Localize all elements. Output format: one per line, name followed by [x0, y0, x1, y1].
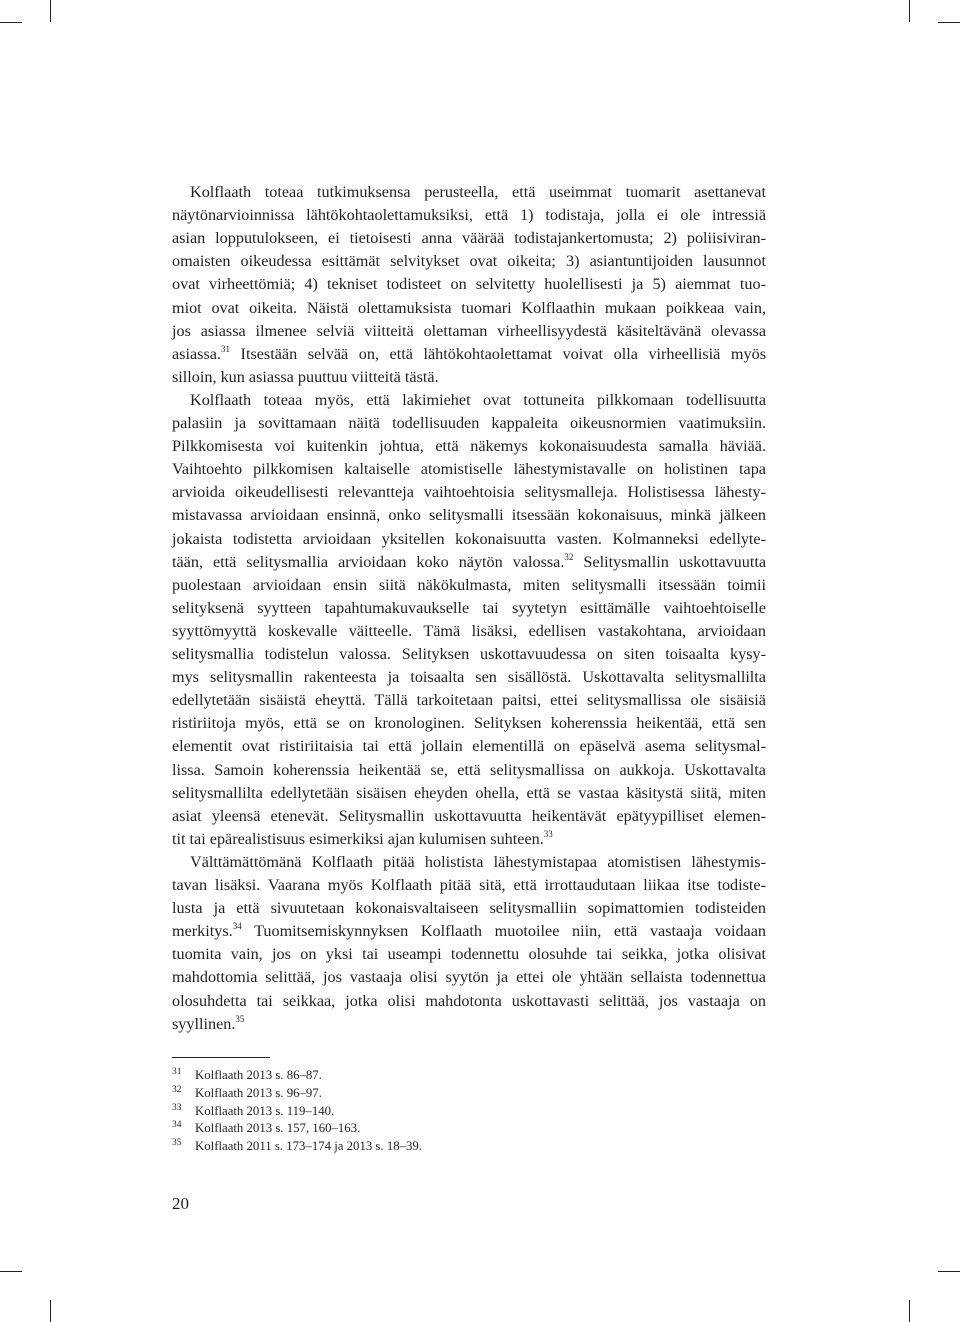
body-line: [172, 735, 766, 758]
footnote-text: Kolflaath 2011 s. 173–174 ja 2013 s. 18–39.: [195, 1139, 423, 1154]
body-line-text: näytönarvioinnissa lähtökohtaolettamuksiksi, että 1) todistaja, jolla ei ole intressiä: [172, 206, 766, 225]
crop-mark: [909, 1300, 910, 1322]
body-line: [172, 782, 766, 805]
body-line-text: miot ovat oikeita. Näistä olettamuksista tuomari Kolflaathin mukaan poikkeaa vain,: [172, 298, 766, 317]
body-line: [172, 920, 766, 943]
body-line: [172, 620, 766, 643]
body-line: [172, 990, 766, 1013]
body-line-text: palasiin ja sovittamaan näitä todellisuuden kappaleita oikeusnormien vaatimuksiin.: [172, 414, 766, 432]
body-line-text: arvioida oikeudellisesti relevantteja vaihtoehtoisia selitysmalleja. Holistisessa lähesty-: [172, 483, 766, 502]
body-line: [172, 851, 766, 874]
body-line-text: tavan lisäksi. Vaarana myös Kolflaath pitää sitä, että irrottaudutaan liikaa itse todiste-: [172, 876, 766, 894]
crop-mark: [0, 22, 22, 23]
body-line: [172, 273, 766, 296]
body-line: [172, 597, 766, 620]
body-line: [172, 458, 766, 481]
body-line: [172, 227, 766, 250]
body-line: [172, 1013, 766, 1036]
body-line-text: elementit ovat ristiriitaisia tai että jollain elementillä on epäselvä asema selitysmal-: [172, 737, 766, 756]
body-line-text: silloin, kun asiassa puuttuu viitteitä tästä.: [172, 367, 439, 386]
body-line: [172, 759, 766, 782]
body-line-text: Välttämättömänä Kolflaath pitää holistista lähestymistapaa atomistisen lähestymis-: [190, 852, 766, 871]
body-line-text: syyllinen.: [172, 1014, 236, 1033]
footnote-reference: 31: [221, 343, 230, 354]
body-line: [172, 504, 766, 527]
crop-mark: [50, 1300, 51, 1322]
body-line-text: mistavassa arvioidaan ensinnä, onko selitysmalli itsessään kokonaisuus, minkä jälkeen: [172, 506, 766, 525]
body-line: [172, 528, 766, 551]
footnote-reference: 32: [564, 551, 574, 562]
body-line-text: Pilkkomisesta voi kuitenkin johtua, että näkemys kokonaisuudesta samalla häviää.: [172, 437, 766, 456]
body-line-text: selitysmallilta edellytetään sisäisen eheyden ohella, että se vastaa käsitystä siitä, miten: [172, 783, 766, 802]
body-line: [172, 689, 766, 712]
body-line: [172, 320, 766, 343]
body-line-text: mahdottomia selittää, jos vastaaja olisi syytön ja ettei ole yhtään sellaista todennettua: [172, 968, 766, 987]
footnote-text: Kolflaath 2013 s. 86–87.: [195, 1068, 322, 1082]
body-line: [172, 666, 766, 689]
body-line: [172, 481, 766, 504]
body-line-text: ovat virheettömiä; 4) tekniset todisteet on selvitetty huolellisesti ja 5) aiemmat tuo-: [172, 275, 766, 294]
body-line-text: tuomita vain, jos on yksi tai useampi todennettu olosuhde tai seikka, jotka olisivat: [172, 945, 766, 964]
footnote: 32 Kolflaath 2013 s. 96–97.: [172, 1084, 322, 1100]
crop-mark: [50, 0, 51, 22]
footnote-reference: 34: [232, 921, 242, 932]
body-line: [172, 366, 766, 389]
body-line-text: olosuhdetta tai seikkaa, jotka olisi mahdotonta uskottavasti selittää, jos vastaaja on: [172, 991, 766, 1010]
body-line: [172, 712, 766, 735]
footnote-separator: [172, 1057, 270, 1058]
body-line-text: asiat yleensä etenevät. Selitysmallin uskottavuutta heikentävät epätyypilliset elemen-: [172, 806, 766, 825]
body-line: [172, 181, 766, 204]
body-line-text: selityksenä syytteen tapahtumakuvaukselle tai syytetyn esittämälle vaihtoehtoiselle: [172, 598, 766, 617]
body-line: [172, 897, 766, 920]
body-line-text: tit tai epärealistisuus esimerkiksi ajan kulumisen suhteen.: [172, 829, 544, 848]
body-line: [172, 297, 766, 320]
footnote: 33 Kolflaath 2013 s. 119–140.: [172, 1102, 335, 1118]
body-line-text: Kolflaath toteaa myös, että lakimiehet ovat tottuneita pilkkomaan todellisuutta: [190, 390, 766, 409]
body-line: [172, 343, 766, 366]
body-line: [172, 805, 766, 828]
body-line: [172, 435, 766, 458]
body-line-text: jos asiassa ilmenee selviä viitteitä olettaman virheellisyydestä käsiteltävänä olevassa: [172, 321, 766, 340]
body-line-text: merkitys.: [172, 922, 233, 941]
body-line-text: Tuomitsemiskynnyksen Kolflaath muotoilee niin, että vastaaja voidaan: [241, 922, 766, 941]
body-line: [172, 551, 766, 574]
body-line: [172, 412, 766, 435]
crop-mark: [938, 1271, 960, 1272]
body-line: [172, 389, 766, 412]
body-line-text: syyttömyyttä koskevalle väitteelle. Tämä lisäksi, edellisen vastakohtana, arvioidaan: [172, 621, 766, 640]
crop-mark: [909, 0, 910, 22]
footnote: 35 Kolflaath 2011 s. 173–174 ja 2013 s. 18–39.: [172, 1138, 423, 1154]
body-line-text: selitysmallia todistelun valossa. Selityksen uskottavuudessa on siten toisaalta kysy-: [172, 645, 766, 663]
body-line-text: asian lopputulokseen, ei tietoisesti anna väärää todistajankertomusta; 2) poliisiviran-: [172, 229, 766, 248]
footnote-reference: 33: [543, 828, 553, 839]
body-line: [172, 250, 766, 273]
body-line-text: Itsestään selvää on, että lähtökohtaolettamat voivat olla virheellisiä myös: [230, 344, 766, 363]
crop-mark: [938, 22, 960, 23]
body-line: [172, 966, 766, 989]
body-line: [172, 943, 766, 966]
footnote: 34 Kolflaath 2013 s. 157, 160–163.: [172, 1120, 361, 1136]
body-line: [172, 204, 766, 227]
footnote-text: Kolflaath 2013 s. 157, 160–163.: [195, 1121, 361, 1136]
body-line-text: omaisten oikeudessa esittämät selvitykset ovat oikeita; 3) asiantuntijoiden lausunnot: [172, 252, 766, 271]
page-number: 20: [172, 1194, 189, 1213]
body-line-text: ristiriitoja myös, että se on kronologinen. Selityksen koherenssia heikentää, että sen: [172, 714, 766, 733]
body-line: [172, 828, 766, 851]
footnote-text: Kolflaath 2013 s. 119–140.: [195, 1103, 335, 1118]
body-line-text: jokaista todistetta arvioidaan yksitellen kokonaisuutta vasten. Kolmanneksi edellyte-: [172, 529, 766, 548]
footnote-reference: 35: [235, 1013, 245, 1024]
body-line: [172, 874, 766, 897]
body-line: [172, 574, 766, 597]
footnote: 31 Kolflaath 2013 s. 86–87.: [172, 1067, 322, 1082]
body-line-text: edellytetään sisäistä eheyttä. Tällä tarkoitetaan paitsi, ettei selitysmallissa ole sisäisiä: [172, 691, 766, 710]
body-line-text: lusta ja että sivuutetaan kokonaisvaltaiseen selitysmalliin sopimattomien todisteiden: [172, 899, 766, 918]
body-line-text: tään, että selitysmallia arvioidaan koko näytön valossa.: [172, 552, 565, 571]
body-line-text: mys selitysmallin rakenteesta ja toisaalta sen sisällöstä. Uskottavalta selitysmallilta: [172, 668, 766, 687]
crop-mark: [0, 1271, 22, 1272]
body-line-text: asiassa.: [172, 344, 221, 363]
body-line-text: Selitysmallin uskottavuutta: [573, 552, 766, 571]
body-line-text: puolestaan arvioidaan ensin siitä näkökulmasta, miten selitysmalli itsessään toimii: [172, 575, 766, 594]
body-line: [172, 643, 766, 666]
body-line-text: lissa. Samoin koherenssia heikentää se, että selitysmallissa on aukkoja. Uskottavalta: [172, 760, 766, 779]
footnote-text: Kolflaath 2013 s. 96–97.: [195, 1085, 322, 1100]
body-line-text: Kolflaath toteaa tutkimuksensa perusteella, että useimmat tuomarit asettanevat: [190, 183, 766, 201]
body-line-text: Vaihtoehto pilkkomisen kaltaiselle atomistiselle lähestymistavalle on holistinen tapa: [172, 460, 766, 479]
